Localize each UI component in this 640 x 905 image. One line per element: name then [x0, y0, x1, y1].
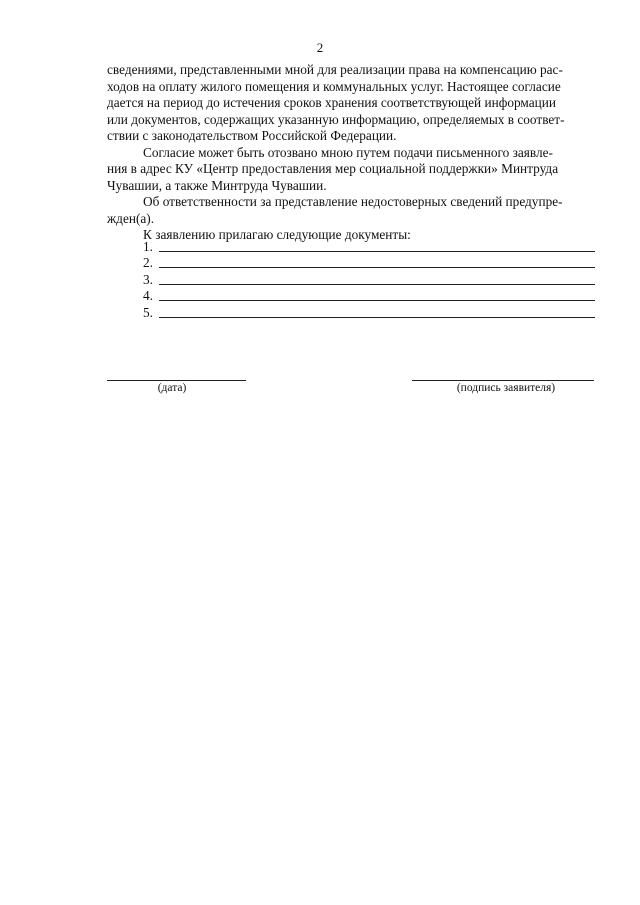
text-line: Согласие может быть отозвано мною путем подачи письменного заявле-: [143, 144, 553, 160]
text-line: дается на период до истечения сроков хранения соответствующей информации: [107, 95, 557, 110]
document-body: [107, 62, 597, 244]
document-fill-line: [159, 239, 595, 252]
text-line: Об ответственности за представление недостоверных сведений предупре-: [143, 194, 563, 209]
document-fill-line: [159, 272, 595, 285]
page-number: 2: [316, 40, 324, 55]
document-entry: [143, 238, 595, 255]
text-line: сведениями, представленными мной для реализации права на компенсацию рас-: [107, 62, 563, 77]
document-number: 2.: [143, 255, 153, 270]
text-line: жден(а).: [107, 210, 155, 226]
revocation-paragraph: [107, 145, 597, 195]
document-entry: [143, 255, 595, 272]
document-number: 1.: [143, 238, 153, 254]
document-number: 3.: [143, 271, 153, 287]
signature-block: [107, 376, 597, 406]
document-number: 5.: [143, 304, 153, 320]
document-fill-line: [159, 305, 595, 318]
consent-paragraph: [107, 62, 597, 145]
text-line: или документов, содержащих указанную информацию, определяемых в соответ-: [107, 111, 565, 127]
text-line: ствии с законодательством Российской Федерации.: [107, 128, 397, 143]
document-fill-line: [159, 255, 595, 268]
attached-documents-list: [143, 238, 595, 321]
document-fill-line: [159, 288, 595, 301]
text-line: ния в адрес КУ «Центр предоставления мер социальной поддержки» Минтруда: [107, 161, 559, 176]
date-fill-line: [107, 376, 246, 381]
signature-fill-line: [412, 376, 594, 381]
text-line: ходов на оплату жилого помещения и коммунальных услуг. Настоящее согласие: [107, 78, 561, 94]
text-line: Чувашии, а также Минтруда Чувашии.: [107, 177, 327, 193]
responsibility-paragraph: [107, 194, 597, 227]
text-line: К заявлению прилагаю следующие документы:: [143, 227, 411, 242]
document-entry: [143, 288, 595, 305]
signature-label: (подпись заявителя): [456, 382, 556, 394]
date-label: (дата): [157, 382, 187, 394]
document-entry: [143, 271, 595, 288]
document-entry: [143, 304, 595, 321]
document-number: 4.: [143, 288, 153, 303]
